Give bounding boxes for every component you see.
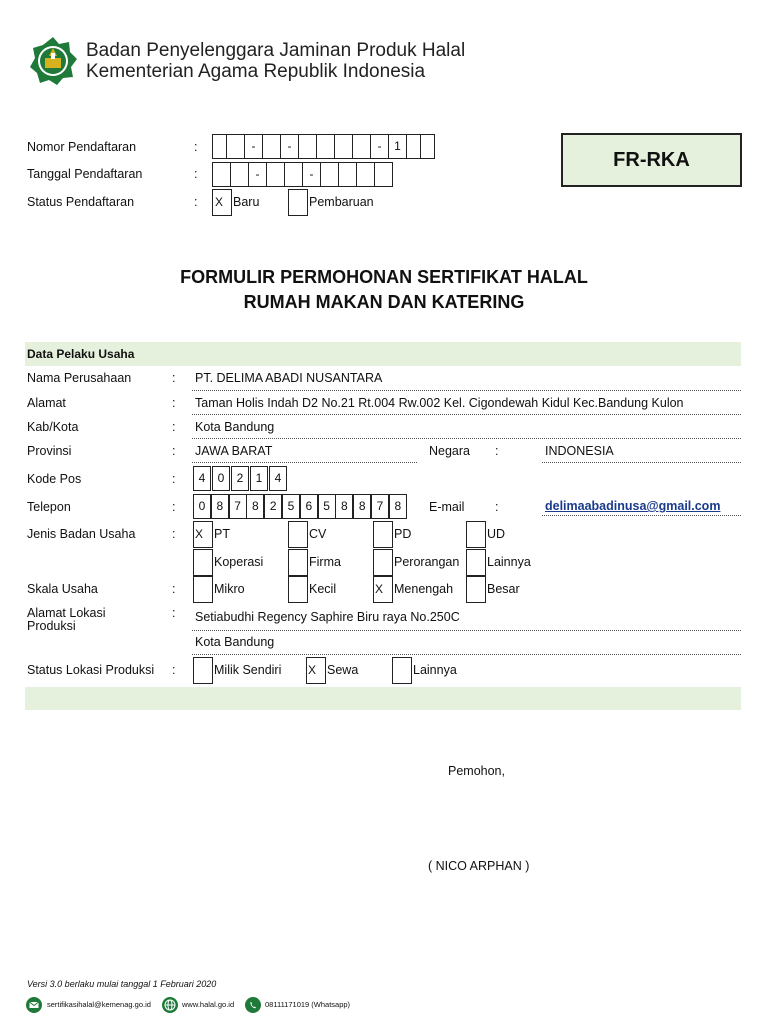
colon: : bbox=[172, 371, 176, 385]
jenis-option-label: Firma bbox=[309, 555, 341, 569]
telepon-digit[interactable]: 8 bbox=[353, 494, 371, 519]
lokasi-underline-2 bbox=[192, 654, 741, 655]
nomor-cell[interactable] bbox=[334, 134, 353, 159]
jenis-option-checkbox[interactable] bbox=[193, 549, 213, 576]
status-lokasi-option-label: Lainnya bbox=[413, 663, 457, 677]
footer-phone: 08111171019 (Whatsapp) bbox=[265, 1000, 351, 1009]
telepon-digit[interactable]: 8 bbox=[246, 494, 264, 519]
negara-value: INDONESIA bbox=[545, 444, 614, 458]
colon: : bbox=[172, 444, 176, 458]
telepon-label: Telepon bbox=[27, 500, 71, 514]
nomor-cell[interactable] bbox=[212, 134, 227, 159]
provinsi-underline bbox=[192, 462, 417, 463]
telepon-digit[interactable]: 8 bbox=[389, 494, 407, 519]
colon: : bbox=[172, 500, 176, 514]
kodepos-digit[interactable]: 0 bbox=[212, 466, 230, 491]
nomor-cell[interactable] bbox=[226, 134, 245, 159]
lokasi-label-1: Alamat Lokasi bbox=[27, 606, 106, 620]
jenis-label: Jenis Badan Usaha bbox=[27, 527, 136, 541]
status-lokasi-option-label: Milik Sendiri bbox=[214, 663, 282, 677]
section-title: Data Pelaku Usaha bbox=[27, 347, 135, 361]
nama-value: PT. DELIMA ABADI NUSANTARA bbox=[195, 371, 383, 385]
nomor-cell[interactable] bbox=[352, 134, 371, 159]
colon: : bbox=[172, 472, 176, 486]
status-lokasi-option-label: Sewa bbox=[327, 663, 359, 677]
jenis-option-label: CV bbox=[309, 527, 327, 541]
skala-option-checkbox[interactable] bbox=[288, 576, 308, 603]
form-title-line2: RUMAH MAKAN DAN KATERING bbox=[243, 292, 525, 312]
telepon-digit[interactable]: 7 bbox=[371, 494, 389, 519]
telepon-digit[interactable]: 5 bbox=[282, 494, 300, 519]
tanggal-cell[interactable] bbox=[284, 162, 303, 187]
colon: : bbox=[495, 500, 499, 514]
nomor-cell[interactable]: - bbox=[244, 134, 263, 159]
tanggal-label: Tanggal Pendaftaran bbox=[27, 167, 143, 181]
lokasi-value-2: Kota Bandung bbox=[195, 635, 275, 649]
form-title-line1: FORMULIR PERMOHONAN SERTIFIKAT HALAL bbox=[180, 267, 588, 287]
ministry-logo-icon bbox=[28, 36, 78, 86]
nomor-label: Nomor Pendaftaran bbox=[27, 140, 137, 154]
kab-underline bbox=[192, 438, 741, 439]
jenis-option-checkbox[interactable] bbox=[288, 549, 308, 576]
telepon-digit[interactable]: 6 bbox=[300, 494, 318, 519]
skala-option-label: Menengah bbox=[394, 582, 454, 596]
jenis-option-checkbox[interactable] bbox=[466, 521, 486, 548]
jenis-option-label: PD bbox=[394, 527, 412, 541]
jenis-option-checkbox[interactable] bbox=[466, 549, 486, 576]
jenis-option-mark: X bbox=[195, 527, 204, 541]
tanggal-cell[interactable]: - bbox=[302, 162, 321, 187]
jenis-option-checkbox[interactable] bbox=[288, 521, 308, 548]
jenis-option-label: Koperasi bbox=[214, 555, 264, 569]
provinsi-value: JAWA BARAT bbox=[195, 444, 273, 458]
status-lokasi-option-checkbox[interactable] bbox=[193, 657, 213, 684]
signatory-name: ( NICO ARPHAN ) bbox=[428, 859, 530, 873]
org-name-line1: Badan Penyelenggara Jaminan Produk Halal bbox=[86, 40, 466, 61]
colon: : bbox=[172, 420, 176, 434]
alamat-underline bbox=[192, 414, 741, 415]
footer-web: www.halal.go.id bbox=[182, 1000, 235, 1009]
footer-email: sertifikasihalal@kemenag.go.id bbox=[47, 1000, 151, 1009]
alamat-label: Alamat bbox=[27, 396, 66, 410]
provinsi-label: Provinsi bbox=[27, 444, 72, 458]
nama-underline bbox=[192, 390, 741, 391]
colon: : bbox=[194, 195, 198, 209]
tanggal-cell[interactable]: - bbox=[248, 162, 267, 187]
jenis-option-checkbox[interactable] bbox=[373, 549, 393, 576]
org-name-line2: Kementerian Agama Republik Indonesia bbox=[86, 61, 426, 82]
version-note: Versi 3.0 berlaku mulai tanggal 1 Februari 2020 bbox=[27, 979, 217, 989]
tanggal-cell[interactable] bbox=[338, 162, 357, 187]
telepon-digit[interactable]: 8 bbox=[335, 494, 353, 519]
nomor-cell[interactable] bbox=[406, 134, 421, 159]
status-pembaruan-label: Pembaruan bbox=[309, 195, 374, 209]
nomor-cell[interactable] bbox=[298, 134, 317, 159]
lokasi-underline-1 bbox=[192, 630, 741, 631]
kodepos-digit[interactable]: 1 bbox=[250, 466, 268, 491]
colon: : bbox=[172, 582, 176, 596]
skala-option-label: Mikro bbox=[214, 582, 245, 596]
colon: : bbox=[194, 167, 198, 181]
kab-label: Kab/Kota bbox=[27, 420, 79, 434]
whatsapp-icon bbox=[245, 997, 261, 1013]
jenis-option-checkbox[interactable] bbox=[373, 521, 393, 548]
skala-option-mark: X bbox=[375, 582, 384, 596]
email-icon bbox=[26, 997, 42, 1013]
nomor-cell[interactable] bbox=[420, 134, 435, 159]
tanggal-cell[interactable] bbox=[212, 162, 231, 187]
skala-label: Skala Usaha bbox=[27, 582, 98, 596]
jenis-option-label: UD bbox=[487, 527, 506, 541]
telepon-digit[interactable]: 0 bbox=[193, 494, 211, 519]
skala-option-label: Kecil bbox=[309, 582, 337, 596]
status-lokasi-option-mark: X bbox=[308, 663, 317, 677]
status-baru-mark: X bbox=[215, 195, 224, 209]
telepon-digit[interactable]: 2 bbox=[264, 494, 282, 519]
kodepos-digit[interactable]: 2 bbox=[231, 466, 249, 491]
status-lokasi-option-checkbox[interactable] bbox=[392, 657, 412, 684]
nomor-cell[interactable]: - bbox=[280, 134, 299, 159]
email-underline bbox=[542, 515, 741, 516]
email-value[interactable]: delimaabadinusa@gmail.com bbox=[545, 499, 721, 513]
telepon-digit[interactable]: 8 bbox=[211, 494, 229, 519]
nomor-cell[interactable] bbox=[316, 134, 335, 159]
colon: : bbox=[172, 663, 176, 677]
tanggal-cell[interactable] bbox=[356, 162, 375, 187]
negara-label: Negara bbox=[429, 444, 470, 458]
skala-option-label: Besar bbox=[487, 582, 520, 596]
kodepos-digit[interactable]: 4 bbox=[269, 466, 287, 491]
telepon-digit[interactable]: 5 bbox=[318, 494, 336, 519]
skala-option-checkbox[interactable] bbox=[193, 576, 213, 603]
kab-value: Kota Bandung bbox=[195, 420, 275, 434]
colon: : bbox=[172, 527, 176, 541]
kodepos-label: Kode Pos bbox=[27, 472, 82, 486]
lokasi-value-1: Setiabudhi Regency Saphire Biru raya No.250C bbox=[195, 610, 460, 624]
tanggal-cell[interactable] bbox=[266, 162, 285, 187]
skala-option-checkbox[interactable] bbox=[466, 576, 486, 603]
status-baru-label: Baru bbox=[233, 195, 260, 209]
nama-label: Nama Perusahaan bbox=[27, 371, 132, 385]
nomor-cell[interactable] bbox=[262, 134, 281, 159]
tanggal-cell[interactable] bbox=[230, 162, 249, 187]
colon: : bbox=[194, 140, 198, 154]
globe-icon bbox=[162, 997, 178, 1013]
alamat-value: Taman Holis Indah D2 No.21 Rt.004 Rw.002 Kel. Cigondewah Kidul Kec.Bandung Kulon bbox=[195, 396, 684, 410]
section-footer-band bbox=[25, 687, 741, 710]
negara-underline bbox=[542, 462, 741, 463]
kodepos-digit[interactable]: 4 bbox=[193, 466, 211, 491]
form-code-box: FR-RKA bbox=[561, 133, 742, 187]
tanggal-cell[interactable] bbox=[320, 162, 339, 187]
jenis-option-label: Lainnya bbox=[487, 555, 531, 569]
nomor-cell[interactable]: 1 bbox=[388, 134, 407, 159]
colon: : bbox=[172, 396, 176, 410]
colon: : bbox=[495, 444, 499, 458]
jenis-option-label: Perorangan bbox=[394, 555, 460, 569]
pemohon-label: Pemohon, bbox=[448, 764, 505, 778]
jenis-option-label: PT bbox=[214, 527, 230, 541]
status-pembaruan-checkbox[interactable] bbox=[288, 189, 308, 216]
tanggal-cell[interactable] bbox=[374, 162, 393, 187]
lokasi-label-2: Produksi bbox=[27, 619, 76, 633]
nomor-cell[interactable]: - bbox=[370, 134, 389, 159]
email-label: E-mail bbox=[429, 500, 465, 514]
colon: : bbox=[172, 606, 176, 620]
status-label: Status Pendaftaran bbox=[27, 195, 135, 209]
telepon-digit[interactable]: 7 bbox=[229, 494, 247, 519]
status-lokasi-label: Status Lokasi Produksi bbox=[27, 663, 155, 677]
